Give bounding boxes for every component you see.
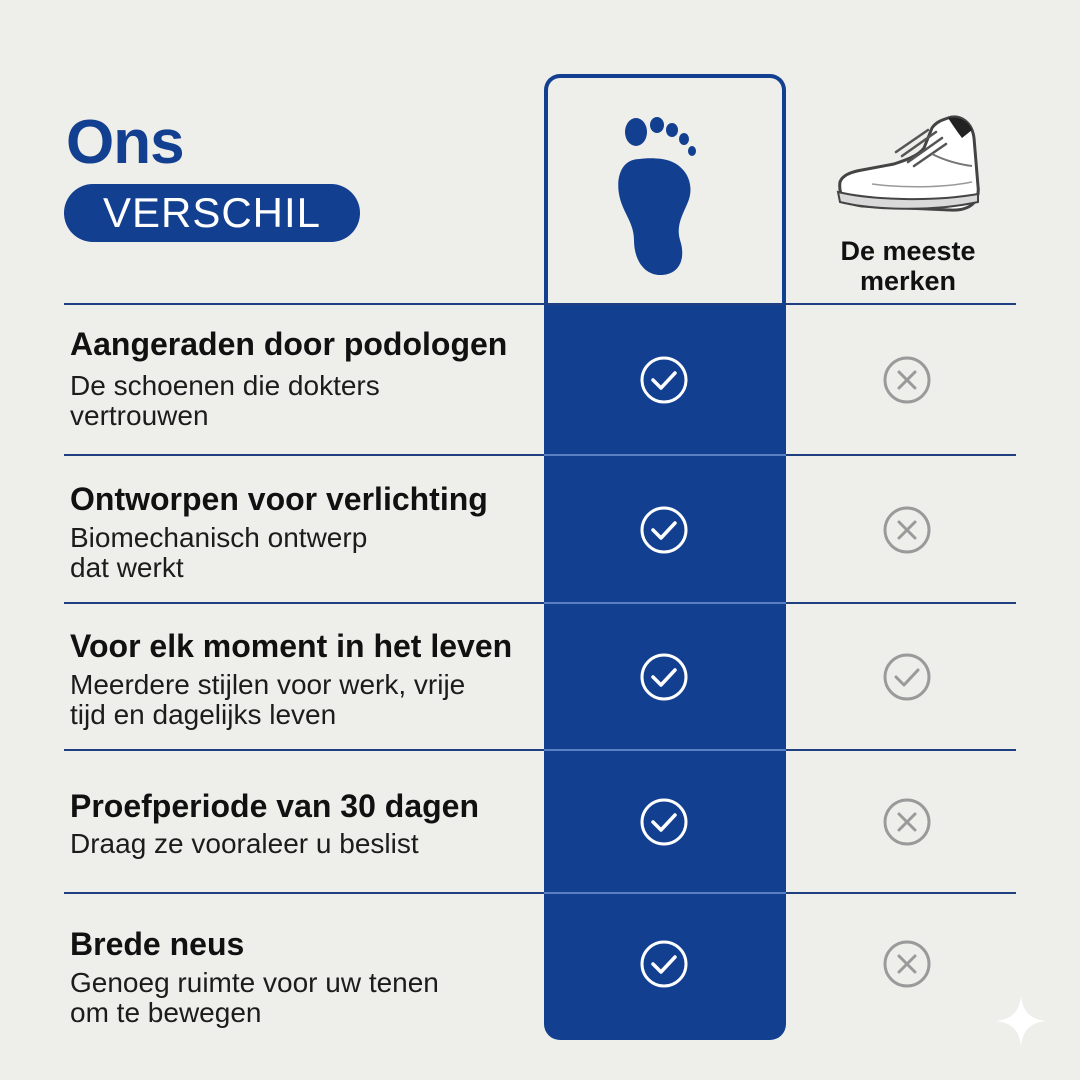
heading-badge xyxy=(64,184,360,242)
check-circle-icon xyxy=(882,652,932,702)
sneaker-icon xyxy=(832,108,984,224)
row-description-line: vertrouwen xyxy=(70,400,209,431)
row-divider xyxy=(64,602,1016,604)
brand-column-header xyxy=(548,78,782,304)
cross-circle-icon xyxy=(882,355,932,405)
row-title: Proefperiode van 30 dagen xyxy=(70,788,480,824)
heading-badge-label: VERSCHIL xyxy=(102,189,322,236)
cross-circle-icon xyxy=(882,797,932,847)
check-circle-icon xyxy=(639,939,689,989)
row-description-line: tijd en dagelijks leven xyxy=(70,699,337,730)
row-description xyxy=(70,523,540,583)
row-description xyxy=(70,829,540,859)
row-description-line: Genoeg ruimte voor uw tenen xyxy=(70,967,439,998)
competitor-label-line-2: merken xyxy=(859,266,957,296)
check-circle-icon xyxy=(639,797,689,847)
heading-title: Ons xyxy=(66,108,184,177)
row-divider xyxy=(64,892,1016,894)
row-description-line: Draag ze vooraleer u beslist xyxy=(70,828,419,859)
sparkle-icon xyxy=(994,994,1048,1048)
row-title: Voor elk moment in het leven xyxy=(70,628,513,664)
check-circle-icon xyxy=(639,505,689,555)
brand-column-divider xyxy=(544,892,786,894)
row-description-line: Meerdere stijlen voor werk, vrije xyxy=(70,669,466,700)
row-divider xyxy=(64,749,1016,751)
check-circle-icon xyxy=(639,355,689,405)
row-description xyxy=(70,371,540,431)
row-divider xyxy=(64,303,1016,305)
competitor-label-line-1: De meeste xyxy=(840,236,976,266)
row-description xyxy=(70,670,540,730)
row-description xyxy=(70,968,540,1028)
row-divider xyxy=(64,454,1016,456)
row-description-line: De schoenen die dokters xyxy=(70,370,380,401)
cross-circle-icon xyxy=(882,505,932,555)
row-title: Brede neus xyxy=(70,926,245,962)
footprint-icon xyxy=(616,112,716,282)
brand-column-divider xyxy=(544,749,786,751)
cross-circle-icon xyxy=(882,939,932,989)
row-description-line: om te bewegen xyxy=(70,997,262,1028)
row-title: Aangeraden door podologen xyxy=(70,326,508,362)
brand-column xyxy=(544,74,786,1040)
brand-column-divider xyxy=(544,454,786,456)
row-description-line: dat werkt xyxy=(70,552,184,583)
brand-column-divider xyxy=(544,602,786,604)
row-title: Ontworpen voor verlichting xyxy=(70,481,488,517)
competitor-column-label xyxy=(818,236,998,296)
row-description-line: Biomechanisch ontwerp xyxy=(70,522,368,553)
check-circle-icon xyxy=(639,652,689,702)
